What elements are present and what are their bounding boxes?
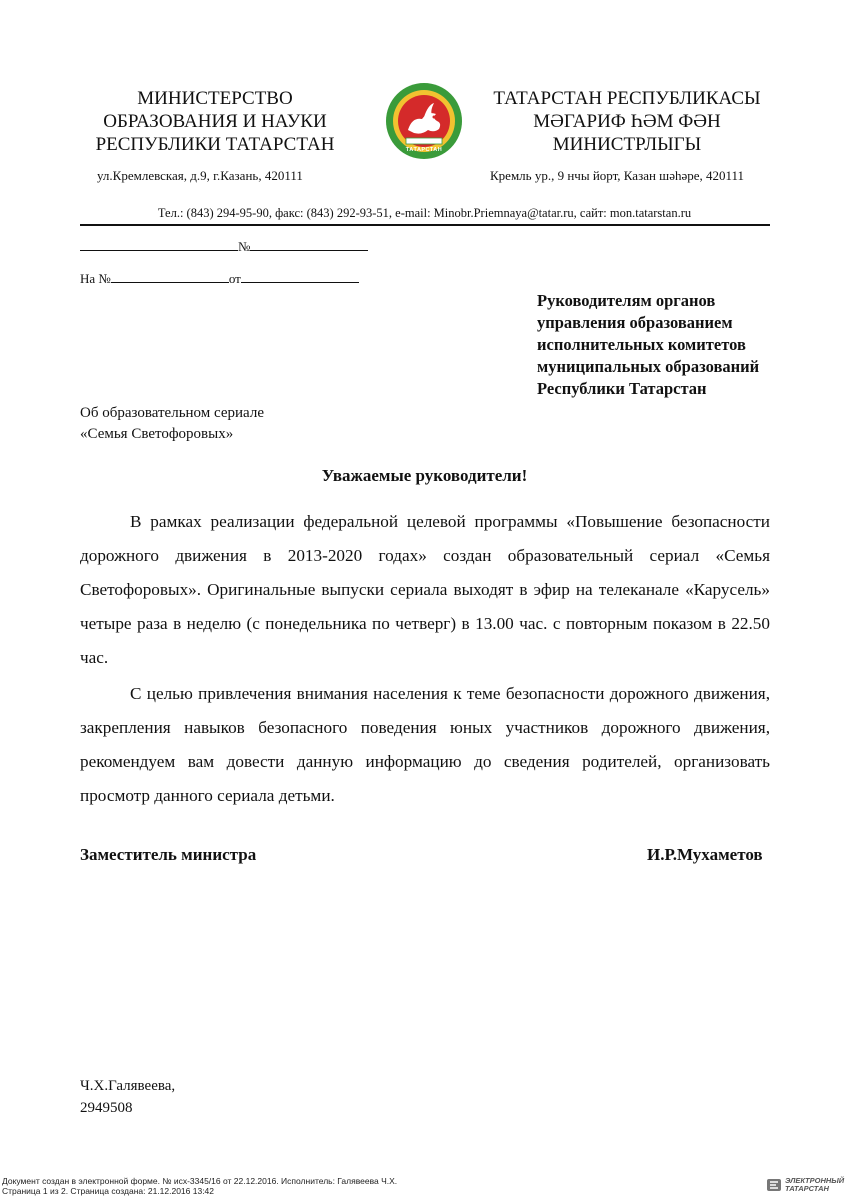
signer-position: Заместитель министра	[80, 845, 257, 864]
subject-block	[80, 403, 264, 445]
right-org-name	[482, 87, 772, 156]
number-sign: №	[238, 239, 251, 254]
logo-text-line-1: ЭЛЕКТРОННЫЙ	[785, 1176, 845, 1185]
body-paragraph-1: В рамках реализации федеральной целевой программы «Повышение безопасности дорожного движения в 2013-2020 годах» создан образовательный сериал «Семья Светофоровых». Оригинальные выпуски сериала выходят в эфир на телеканале «Карусель» четыре раза в неделю (с понедельника по четверг) в 13.00 час. с повторным показом в 22.50 час.	[80, 512, 770, 667]
document-footer	[2, 1176, 397, 1196]
header-divider	[80, 224, 770, 226]
ref-prefix: На №	[80, 271, 111, 286]
addressee-block	[537, 290, 759, 400]
outgoing-number-line	[80, 238, 368, 255]
subject-line: «Семья Светофоровых»	[80, 426, 234, 442]
executor-phone: 2949508	[80, 1100, 133, 1116]
left-org-line-1: МИНИСТЕРСТВО	[137, 88, 293, 109]
from-label: от	[228, 271, 241, 286]
addressee-line: Руководителям органов	[537, 291, 716, 310]
greeting: Уважаемые руководители!	[321, 466, 528, 485]
footer-line-2: Страница 1 из 2. Страница создана: 21.12.2016 13:42	[2, 1186, 215, 1196]
right-org-line-3: МИНИСТРЛЫГЫ	[552, 134, 702, 155]
addressee-line: управления образованием	[537, 313, 733, 332]
electronic-tatarstan-logo	[766, 1177, 844, 1193]
left-org-name	[70, 87, 360, 156]
left-org-line-2: ОБРАЗОВАНИЯ И НАУКИ	[103, 111, 327, 132]
electronic-tatarstan-icon	[766, 1177, 782, 1193]
body-paragraph-2: С целью привлечения внимания населения к теме безопасности дорожного движения, закрепления навыков безопасного поведения юных участников дорожного движения, рекомендуем вам довести данную информацию до сведения родителей, организовать просмотр данного сериала детьми.	[80, 684, 770, 805]
right-org-line-1: ТАТАРСТАН РЕСПУБЛИКАСЫ	[493, 88, 761, 109]
emblem-text: ТАТАРСТАН	[405, 147, 443, 153]
contacts-line: Тел.: (843) 294-95-90, факс: (843) 292-93-51, e-mail: Minobr.Priemnaya@tatar.ru, сайт: mon.tatarstan.ru	[157, 206, 692, 220]
reference-number-line	[80, 270, 359, 287]
left-org-line-3: РЕСПУБЛИКИ ТАТАРСТАН	[95, 134, 335, 155]
right-org-address: Кремль ур., 9 нчы йорт, Казан шәһәре, 420111	[490, 168, 745, 183]
addressee-line: исполнительных комитетов	[537, 335, 746, 354]
addressee-line: Республики Татарстан	[537, 379, 707, 398]
executor-block	[80, 1075, 175, 1119]
executor-name: Ч.Х.Галявеева,	[80, 1078, 176, 1094]
footer-line-1: Документ создан в электронной форме. № исх-3345/16 от 22.12.2016. Исполнитель: Галявеева Ч.Х.	[2, 1176, 398, 1186]
left-org-address: ул.Кремлевская, д.9, г.Казань, 420111	[97, 168, 303, 183]
logo-text-line-2: ТАТАРСТАН	[785, 1184, 829, 1193]
emblem-logo	[384, 81, 464, 161]
right-org-line-2: МӘГАРИФ ҺӘМ ФӘН	[533, 111, 721, 132]
signer-name: И.Р.Мухаметов	[647, 845, 763, 864]
subject-line: Об образовательном сериале	[80, 405, 264, 421]
addressee-line: муниципальных образований	[537, 357, 760, 376]
